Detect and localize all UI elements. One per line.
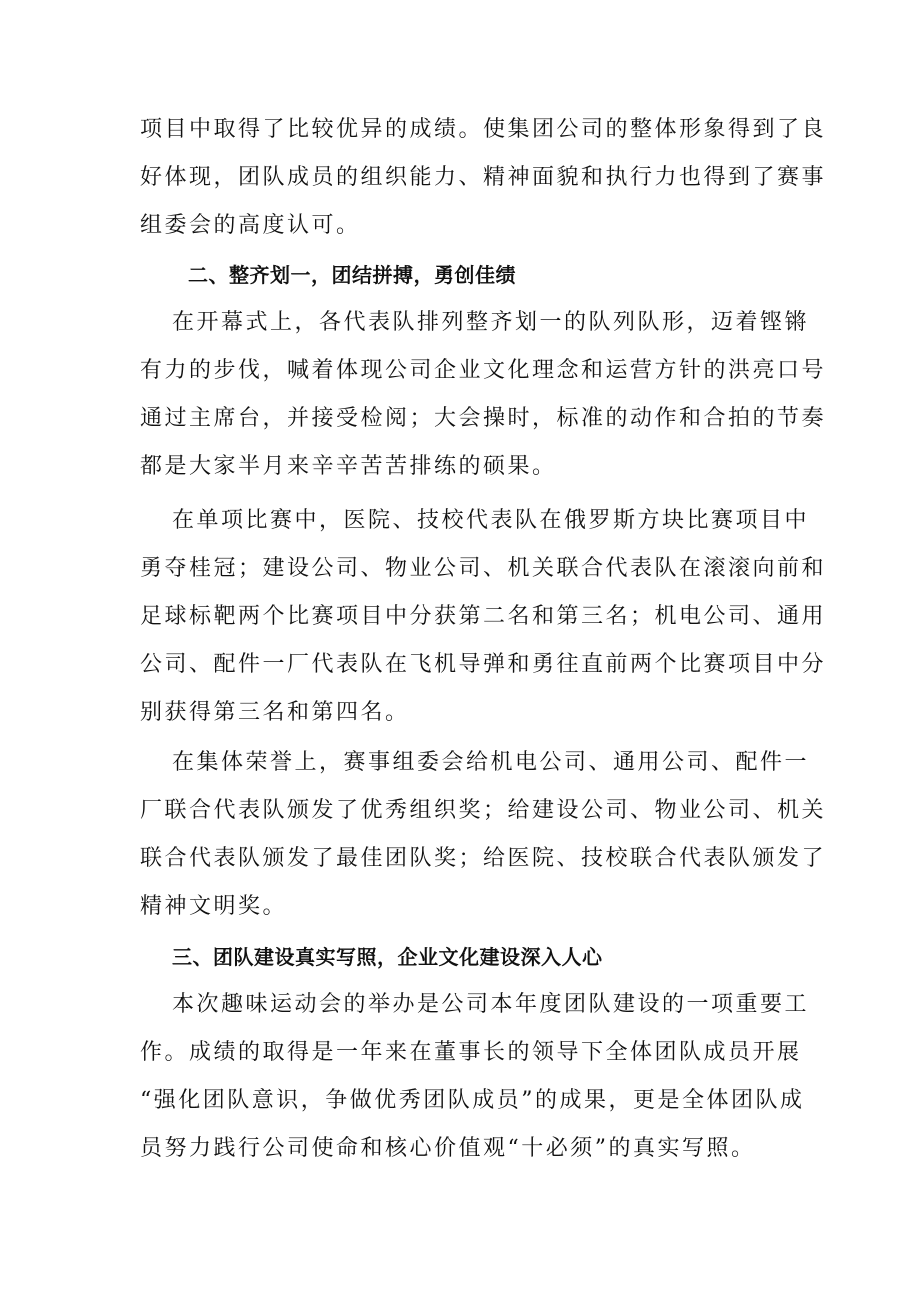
- paragraph-line: 项目中取得了比较优异的成绩。使集团公司的整体形象得到了良: [140, 117, 827, 142]
- paragraph-line: 作。成绩的取得是一年来在董事长的领导下全体团队成员开展: [140, 1040, 802, 1065]
- paragraph-line: 好体现，团队成员的组织能力、精神面貌和执行力也得到了赛事: [140, 165, 827, 190]
- paragraph-line: 精神文明奖。: [140, 894, 288, 919]
- paragraph-line: 厂联合代表队颁发了优秀组织奖；给建设公司、物业公司、机关: [140, 798, 827, 823]
- paragraph-line: 组委会的高度认可。: [140, 213, 361, 238]
- section-heading: 三、团队建设真实写照，企业文化建设深入人心: [172, 945, 603, 969]
- paragraph-line: 在开幕式上，各代表队排列整齐划一的队列队形，迈着铿锵: [172, 310, 810, 335]
- paragraph-line: 在集体荣誉上，赛事组委会给机电公司、通用公司、配件一: [172, 750, 810, 775]
- paragraph-line: 在单项比赛中，医院、技校代表队在俄罗斯方块比赛项目中: [172, 508, 810, 533]
- paragraph-line: 别获得第三名和第四名。: [140, 700, 410, 725]
- paragraph-line: 足球标靶两个比赛项目中分获第二名和第三名；机电公司、通用: [140, 604, 827, 629]
- section-heading: 二、整齐划一，团结拼搏，勇创佳绩: [188, 263, 516, 287]
- paragraph-line: 都是大家半月来辛辛苦苦排练的硕果。: [140, 454, 557, 479]
- paragraph-line: 勇夺桂冠；建设公司、物业公司、机关联合代表队在滚滚向前和: [140, 556, 827, 581]
- paragraph-line: 公司、配件一厂代表队在飞机导弹和勇往直前两个比赛项目中分: [140, 652, 827, 677]
- paragraph-line: 有力的步伐，喊着体现公司企业文化理念和运营方针的洪亮口号: [140, 358, 827, 383]
- paragraph-line: “强化团队意识，争做优秀团队成员”的成果，更是全体团队成: [140, 1088, 805, 1113]
- paragraph-line: 联合代表队颁发了最佳团队奖；给医院、技校联合代表队颁发了: [140, 846, 827, 871]
- paragraph-line: 员努力践行公司使命和核心价值观“十必须”的真实写照。: [140, 1136, 756, 1161]
- paragraph-line: 本次趣味运动会的举办是公司本年度团队建设的一项重要工: [172, 992, 810, 1017]
- paragraph-line: 通过主席台，并接受检阅；大会操时，标准的动作和合拍的节奏: [140, 406, 827, 431]
